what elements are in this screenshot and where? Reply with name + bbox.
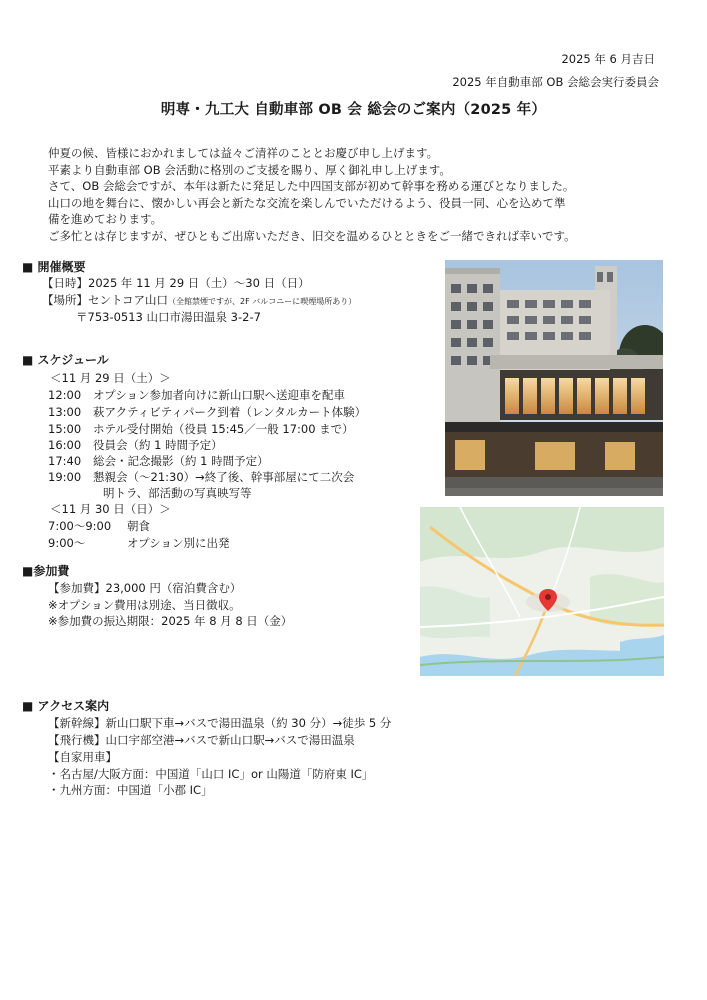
schedule-text: 役員会（約 1 時間予定）	[93, 438, 223, 452]
schedule-time: 19:00	[48, 470, 82, 484]
schedule-heading: ■ スケジュール	[22, 353, 109, 367]
hotel-photo	[445, 260, 663, 496]
venue-address: 〒753-0513 山口市湯田温泉 3-2-7	[76, 310, 261, 324]
fee-note-deadline: ※参加費の振込期限：2025 年 8 月 8 日（金）	[48, 614, 293, 628]
schedule-time: 12:00	[48, 388, 82, 402]
access-shinkansen: 【新幹線】新山口駅下車→バスで湯田温泉（約 30 分）→徒歩 5 分	[48, 716, 392, 730]
schedule-item	[48, 437, 223, 454]
schedule-item	[48, 404, 366, 421]
overview-date: 【日時】2025 年 11 月 29 日（土）〜30 日（日）	[42, 276, 310, 290]
document-date: 2025 年 6 月吉日	[561, 52, 655, 66]
schedule-time: 16:00	[48, 438, 82, 452]
venue-note: （全館禁煙ですが、2F バルコニーに喫煙場所あり）	[168, 297, 357, 306]
overview-heading: ■ 開催概要	[22, 260, 86, 274]
schedule-time: 17:40	[48, 454, 82, 468]
schedule-time: 7:00〜9:00	[48, 519, 112, 533]
greeting-line: 仲夏の候、皆様におかれましては益々ご清祥のこととお慶び申し上げます。	[48, 146, 439, 160]
schedule-item	[48, 535, 229, 552]
schedule-text: 懇親会（〜21:30）→終了後、幹事部屋にて二次会	[93, 470, 355, 484]
schedule-item	[48, 518, 150, 535]
committee-name: 2025 年自動車部 OB 会総会実行委員会	[452, 75, 659, 89]
schedule-text: オプション参加者向けに新山口駅へ送迎車を配車	[93, 388, 345, 402]
schedule-item	[48, 387, 345, 404]
schedule-time: 15:00	[48, 422, 82, 436]
overview-venue	[42, 292, 356, 311]
access-airplane: 【飛行機】山口宇部空港→バスで新山口駅→バスで湯田温泉	[48, 733, 355, 747]
greeting-line: さて、OB 会総会ですが、本年は新たに発足した中四国支部が初めて幹事を務める運びとなりました。	[48, 179, 575, 194]
schedule-time: 13:00	[48, 405, 82, 419]
access-car: 【自家用車】	[48, 750, 117, 764]
schedule-text: オプション別に出発	[127, 536, 230, 550]
schedule-day2: ＜11 月 30 日（日）＞	[50, 502, 171, 516]
greeting-line: 山口の地を舞台に、懐かしい再会と新たな交流を楽しんでいただけるよう、役員一同、心を込めて準	[48, 195, 566, 210]
location-map[interactable]	[420, 507, 664, 676]
schedule-text: ホテル受付開始（役員 15:45／一般 17:00 まで）	[93, 422, 354, 436]
fee-note-option: ※オプション費用は別途、当日徴収。	[48, 598, 241, 612]
access-car-nagoya-osaka: ・名古屋/大阪方面：中国道「山口 IC」or 山陽道「防府東 IC」	[48, 767, 374, 781]
schedule-item	[48, 453, 269, 470]
schedule-time: 9:00〜	[48, 536, 86, 550]
schedule-item	[48, 469, 354, 486]
venue-label: 【場所】セントコア山口	[42, 293, 169, 307]
fee-heading: ■参加費	[22, 564, 70, 578]
greeting-line: ご多忙とは存じますが、ぜひともご出席いただき、旧交を温めるひとときをご一緒できれば幸いです。	[48, 228, 576, 243]
access-heading: ■ アクセス案内	[22, 699, 110, 713]
greeting-line: 平素より自動車部 OB 会活動に格別のご支援を賜り、厚く御礼申し上げます。	[48, 162, 451, 177]
schedule-extra: 明トラ、部活動の写真映写等	[103, 486, 252, 500]
access-car-kyushu: ・九州方面：中国道「小郡 IC」	[48, 783, 213, 797]
schedule-text: 朝食	[127, 519, 150, 533]
fee-amount: 【参加費】23,000 円（宿泊費含む）	[48, 581, 242, 595]
schedule-text: 総会・記念撮影（約 1 時間予定）	[93, 454, 269, 468]
greeting-line: 備を進めております。	[48, 212, 163, 227]
schedule-day1: ＜11 月 29 日（土）＞	[50, 371, 171, 385]
document-title: 明専・九工大 自動車部 OB 会 総会のご案内（2025 年）	[160, 102, 547, 118]
greeting-paragraph	[48, 145, 663, 245]
schedule-item	[48, 421, 354, 438]
schedule-text: 萩アクティビティパーク到着（レンタルカート体験）	[93, 405, 367, 419]
